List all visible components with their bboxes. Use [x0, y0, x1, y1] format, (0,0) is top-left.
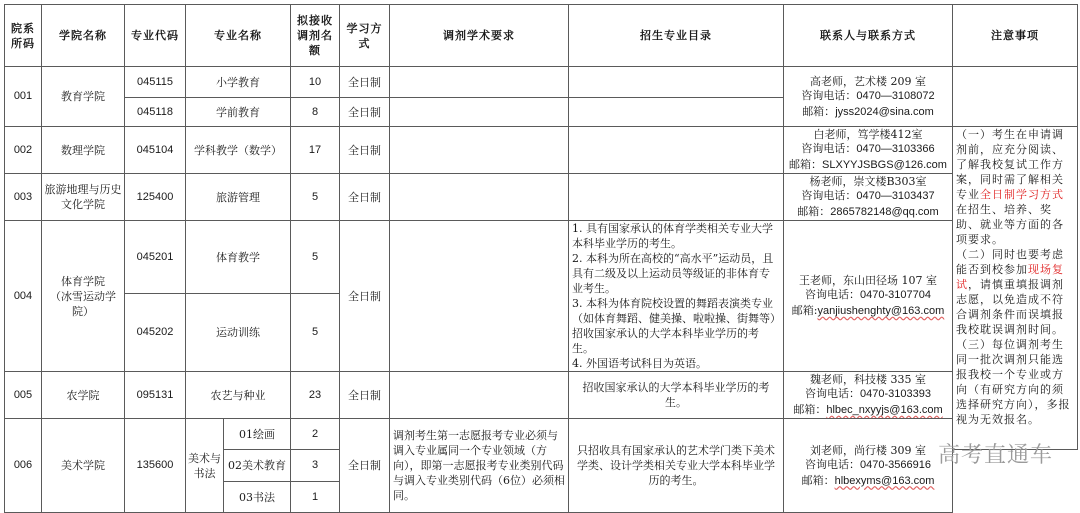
highlight-full-time: 全日制学习方式 — [980, 188, 1064, 201]
contact-phone: 咨询电话：0470-3103393 — [805, 388, 931, 400]
study-mode: 全日制 — [340, 419, 390, 513]
catalog — [569, 127, 784, 174]
dept-code: 002 — [5, 127, 42, 174]
watermark: 高考直通车 — [938, 443, 1054, 468]
contact-email[interactable]: jyss2024@sina.com — [835, 105, 934, 118]
major-code: 045118 — [125, 98, 186, 127]
email-label: 邮箱： — [801, 473, 835, 487]
quota: 8 — [291, 98, 340, 127]
table-row — [5, 67, 1078, 98]
quota: 5 — [291, 221, 340, 294]
contact-info — [784, 174, 953, 221]
contact-phone: 咨询电话：0470—3108072 — [801, 89, 935, 102]
major-code: 045202 — [125, 294, 186, 372]
college-name: 美术学院 — [42, 419, 125, 513]
major-code: 045104 — [125, 127, 186, 174]
contact-email-line — [786, 157, 950, 173]
dept-code: 001 — [5, 67, 42, 127]
contact-email[interactable]: 2865782148@qq.com — [830, 206, 939, 218]
contact-email[interactable]: SLXYYJSBGS@126.com — [822, 159, 947, 171]
contact-email-line — [786, 303, 950, 319]
header-contact: 联系人与联系方式 — [784, 5, 953, 67]
contact-person: 高老师，艺术楼 209 室 — [810, 74, 926, 88]
academic-req — [390, 221, 569, 372]
email-label: 邮箱: — [791, 304, 818, 317]
study-mode: 全日制 — [340, 372, 390, 419]
contact-info — [784, 372, 953, 419]
header-quota: 拟接收调剂名额 — [291, 5, 340, 67]
email-label: 邮箱： — [797, 205, 831, 218]
quota: 3 — [291, 450, 340, 482]
contact-email-line — [786, 473, 950, 489]
catalog-requirements: 招收国家承认的大学本科毕业学历的考生。 — [569, 372, 784, 419]
study-mode: 全日制 — [340, 174, 390, 221]
note-1: （一）考生在申请调剂前，应充分阅读、了解我校复试工作方案，同时需了解相关专业全日制学习方式在招生、培养、奖助、就业等方面的各项要求。 — [956, 128, 1064, 246]
major-name: 农艺与种业 — [186, 372, 291, 419]
header-major-code: 专业代码 — [125, 5, 186, 67]
header-row — [5, 5, 1078, 67]
college-name: 旅游地理与历史文化学院 — [42, 174, 125, 221]
quota: 10 — [291, 67, 340, 98]
major-name: 小学教育 — [186, 67, 291, 98]
contact-email-line — [786, 104, 950, 120]
contact-email[interactable]: hlbexyms@163.com — [834, 474, 935, 487]
dept-code: 003 — [5, 174, 42, 221]
quota: 5 — [291, 174, 340, 221]
header-notes: 注意事项 — [953, 5, 1078, 67]
college-name: 教育学院 — [42, 67, 125, 127]
email-label: 邮箱： — [793, 403, 827, 416]
table-row — [5, 372, 1078, 419]
contact-info — [784, 419, 953, 513]
header-dept-code: 院系所码 — [5, 5, 42, 67]
catalog — [569, 67, 784, 98]
highlight-onsite-retest: 现场复试 — [956, 263, 1064, 291]
dept-code: 006 — [5, 419, 42, 513]
academic-req — [390, 372, 569, 419]
table-row — [5, 419, 1078, 450]
major-group: 美术与书法 — [186, 419, 224, 513]
major-code: 045115 — [125, 67, 186, 98]
note-3: （三）每位调剂考生同一批次调剂只能选报我校一个专业或方向（有研究方向的须选择研究方向），多报视为无效报名。 — [956, 338, 1071, 426]
college-name: 体育学院 （冰雪运动学院） — [42, 221, 125, 372]
college-name: 数理学院 — [42, 127, 125, 174]
study-mode: 全日制 — [340, 98, 390, 127]
quota: 5 — [291, 294, 340, 372]
academic-req: 调剂考生第一志愿报考专业必须与调入专业属同一个专业领域（方向），即第一志愿报考专业类别代码与调入专业类别代码（6位）必须相同。 — [390, 419, 569, 513]
study-mode: 全日制 — [340, 221, 390, 372]
contact-phone: 咨询电话：0470—3103437 — [801, 190, 935, 202]
direction-name: 01绘画 — [224, 419, 291, 450]
major-code: 135600 — [125, 419, 186, 513]
quota: 23 — [291, 372, 340, 419]
contact-email[interactable]: hlbec_nxyyjs@163.com — [826, 404, 943, 416]
major-name: 体育教学 — [186, 221, 291, 294]
header-study-mode: 学习方式 — [340, 5, 390, 67]
major-name: 运动训练 — [186, 294, 291, 372]
contact-phone: 咨询电话：0470-3107704 — [805, 289, 931, 301]
contact-phone: 咨询电话：0470—3103366 — [801, 143, 935, 155]
catalog-requirements: 1. 具有国家承认的体育学类相关专业大学本科毕业学历的考生。 2. 本科为所在高校的“高水平”运动员，且具有二级及以上运动员等级证的非体育专业考生。 3. 本科为体育院校设置的舞蹈表演类专业（如体育舞蹈、健美操、啦啦操、街舞等）招收国家承认的大学本科毕业学历的考生。 4. 外国语考试科目为英语。 — [569, 221, 784, 372]
quota: 2 — [291, 419, 340, 450]
contact-info — [784, 127, 953, 174]
notes-cell — [953, 127, 1078, 450]
college-name: 农学院 — [42, 372, 125, 419]
contact-email-line — [786, 204, 950, 220]
contact-phone: 咨询电话：0470-3566916 — [805, 458, 931, 471]
major-code: 045201 — [125, 221, 186, 294]
table-row — [5, 221, 1078, 294]
major-name: 学科教学（数学） — [186, 127, 291, 174]
adjustment-table — [4, 4, 1078, 513]
catalog — [569, 174, 784, 221]
academic-req — [390, 174, 569, 221]
note-2: （二）同时也要考虑能否到校参加现场复试，请慎重填报调剂志愿，以免造成不符合调剂条件而误填报我校耽误调剂时间。 — [956, 248, 1064, 336]
major-name: 旅游管理 — [186, 174, 291, 221]
email-label: 邮箱： — [789, 158, 823, 171]
quota: 1 — [291, 482, 340, 513]
contact-person: 刘老师，尚行楼 309 室 — [810, 443, 926, 457]
quota: 17 — [291, 127, 340, 174]
direction-name: 02美术教育 — [224, 450, 291, 482]
header-college-name: 学院名称 — [42, 5, 125, 67]
contact-info — [784, 221, 953, 372]
catalog — [569, 98, 784, 127]
academic-req — [390, 98, 569, 127]
header-major-name: 专业名称 — [186, 5, 291, 67]
notes-blank — [953, 67, 1078, 127]
major-code: 125400 — [125, 174, 186, 221]
contact-info — [784, 67, 953, 127]
academic-req — [390, 127, 569, 174]
contact-email[interactable]: yanjiushenghty@163.com — [817, 305, 945, 317]
catalog-requirements: 只招收具有国家承认的艺术学门类下美术学类、设计学类相关专业大学本科毕业学历的考生。 — [569, 419, 784, 513]
contact-person: 魏老师，科技楼 335 室 — [810, 373, 926, 386]
table-row — [5, 174, 1078, 221]
contact-email-line — [786, 402, 950, 418]
email-label: 邮箱： — [802, 104, 836, 118]
header-academic-req: 调剂学术要求 — [390, 5, 569, 67]
study-mode: 全日制 — [340, 67, 390, 98]
dept-code: 005 — [5, 372, 42, 419]
header-catalog: 招生专业目录 — [569, 5, 784, 67]
contact-person: 王老师，东山田径场 107 室 — [799, 274, 937, 287]
contact-person: 白老师，笃学楼412室 — [813, 128, 923, 141]
major-name: 学前教育 — [186, 98, 291, 127]
direction-name: 03书法 — [224, 482, 291, 513]
dept-code: 004 — [5, 221, 42, 372]
major-code: 095131 — [125, 372, 186, 419]
table-row — [5, 127, 1078, 174]
study-mode: 全日制 — [340, 127, 390, 174]
academic-req — [390, 67, 569, 98]
contact-person: 杨老师，崇文楼B303室 — [809, 175, 927, 188]
